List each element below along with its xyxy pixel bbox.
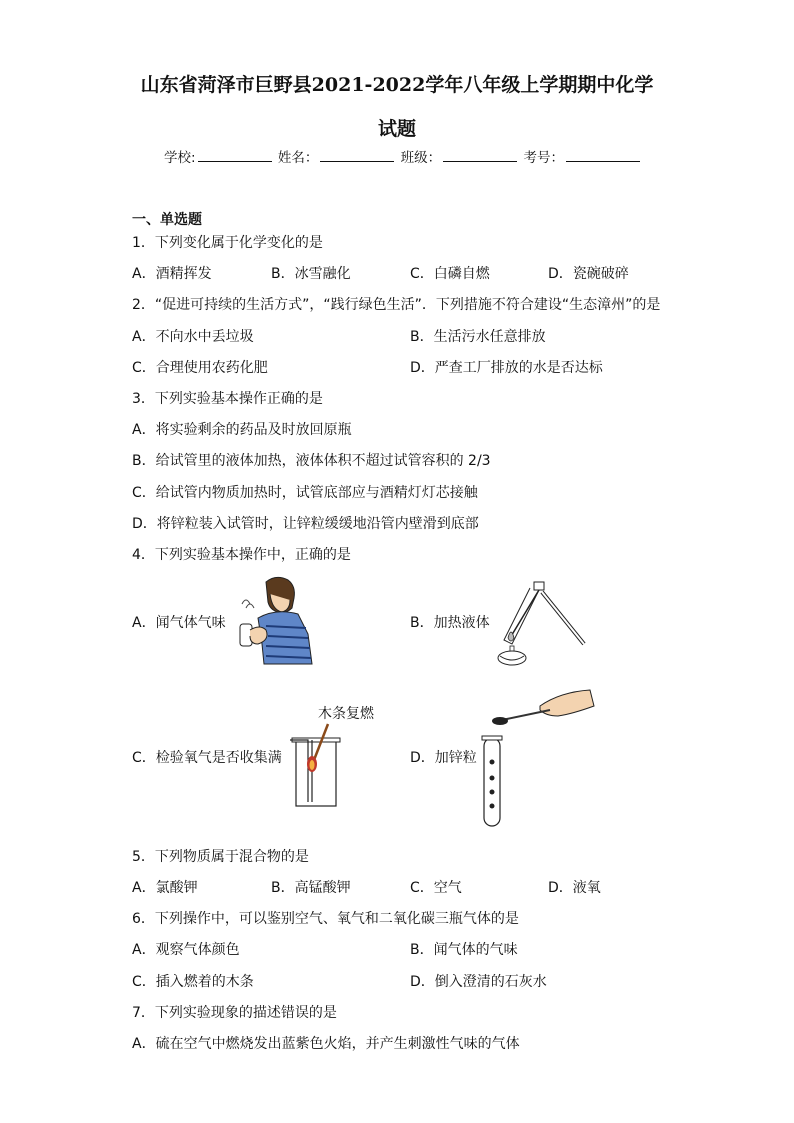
option: C．合理使用农药化肥: [132, 360, 268, 376]
option: B．给试管里的液体加热，液体体积不超过试管容积的 2/3: [132, 453, 491, 469]
option: B．高锰酸钾: [271, 880, 351, 896]
question-stem: 6．下列操作中，可以鉴别空气、氧气和二氧化碳三瓶气体的是: [132, 911, 519, 927]
question-stem: 3．下列实验基本操作正确的是: [132, 391, 323, 407]
school-label: 学校:: [164, 150, 196, 166]
option: A．闻气体气味: [132, 615, 226, 631]
option: C．检验氧气是否收集满: [132, 750, 282, 766]
name-label: 姓名：: [277, 150, 319, 166]
option: C．白磷自燃: [410, 266, 490, 282]
student-info-fields: [164, 146, 642, 166]
question-stem: 4．下列实验基本操作中，正确的是: [132, 547, 351, 563]
add-zinc-figure: [480, 686, 600, 828]
option: A．不向水中丢垃圾: [132, 329, 254, 345]
option: B．闻气体的气味: [410, 942, 518, 958]
option: A．将实验剩余的药品及时放回原瓶: [132, 422, 352, 438]
option: D．加锌粒: [410, 750, 477, 766]
question-stem: 7．下列实验现象的描述错误的是: [132, 1005, 337, 1021]
section-title: 一、单选题: [132, 212, 202, 228]
school-blank[interactable]: [198, 149, 272, 162]
question-stem: 2．“促进可持续的生活方式”，“践行绿色生活”．下列措施不符合建设“生态漳州”的是: [132, 297, 661, 313]
figure-label: 木条复燃: [318, 706, 374, 722]
option: D．瓷碗破碎: [548, 266, 629, 282]
exam-number-blank[interactable]: [566, 149, 640, 162]
heating-liquid-figure: [490, 580, 590, 670]
option: B．生活污水任意排放: [410, 329, 546, 345]
smell-gas-figure: [236, 574, 316, 666]
question-stem: 5．下列物质属于混合物的是: [132, 849, 309, 865]
option: C．空气: [410, 880, 462, 896]
option: A．酒精挥发: [132, 266, 212, 282]
oxygen-test-figure: [288, 722, 344, 810]
option: A．氯酸钾: [132, 880, 198, 896]
option: D．严查工厂排放的水是否达标: [410, 360, 603, 376]
option: A．硫在空气中燃烧发出蓝紫色火焰，并产生刺激性气味的气体: [132, 1036, 520, 1052]
option: C．插入燃着的木条: [132, 974, 254, 990]
option: B．冰雪融化: [271, 266, 351, 282]
page-title-line2: 试题: [377, 118, 416, 140]
option: C．给试管内物质加热时，试管底部应与酒精灯灯芯接触: [132, 485, 478, 501]
option: D．液氧: [548, 880, 601, 896]
option: A．观察气体颜色: [132, 942, 240, 958]
option: D．将锌粒装入试管时，让锌粒缓缓地沿管内壁滑到底部: [132, 516, 479, 532]
name-blank[interactable]: [320, 149, 394, 162]
exam-number-label: 考号：: [523, 150, 564, 166]
page-title: 山东省菏泽市巨野县2021-2022学年八年级上学期期中化学: [140, 74, 654, 96]
class-blank[interactable]: [443, 149, 517, 162]
option: D．倒入澄清的石灰水: [410, 974, 547, 990]
option: B．加热液体: [410, 615, 490, 631]
question-stem: 1．下列变化属于化学变化的是: [132, 235, 323, 251]
class-label: 班级：: [400, 150, 442, 166]
